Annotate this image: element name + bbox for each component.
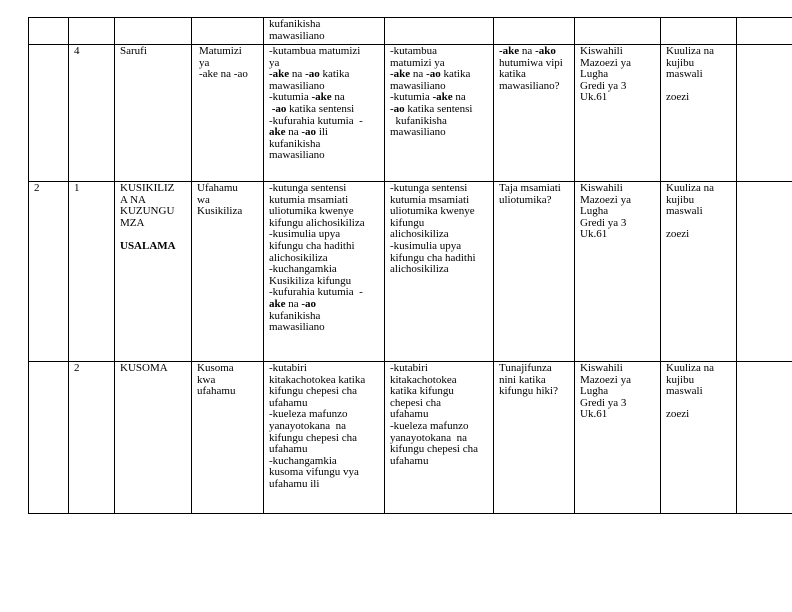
resources-cell xyxy=(575,362,661,514)
bold-term: -ake xyxy=(499,45,520,57)
cell-line: -ake na -ao xyxy=(199,68,248,81)
text-segment: -kutumia xyxy=(390,91,433,104)
text-segment: uliotumika? xyxy=(499,193,552,206)
outcomes-cell xyxy=(385,182,494,362)
text-segment: mawasiliano xyxy=(390,126,446,139)
remarks-cell xyxy=(737,18,792,45)
text-segment: kutumia msamiati xyxy=(390,193,470,206)
cell-line xyxy=(269,46,380,58)
subtopic-cell xyxy=(192,362,264,514)
text-segment: kufanikisha xyxy=(269,309,321,322)
bold-term: -ako xyxy=(535,45,556,57)
week-cell xyxy=(29,362,69,514)
text-segment: uliotumika kwenye xyxy=(390,205,475,218)
remarks-cell xyxy=(737,182,792,362)
key-question-cell xyxy=(494,18,575,45)
key-question-cell xyxy=(494,45,575,182)
text-segment: kutumia msamiati xyxy=(269,193,349,206)
assessment-cell xyxy=(661,45,737,182)
cell-line: Sarufi xyxy=(120,45,147,57)
scheme-of-work-table xyxy=(28,17,792,514)
text-segment: na xyxy=(331,91,345,104)
text-segment: ufahamu xyxy=(269,443,308,456)
cell-line xyxy=(269,150,380,162)
text-segment: na xyxy=(285,126,302,139)
text-segment: mawasiliano xyxy=(269,149,325,162)
text-segment: kifungu xyxy=(390,216,425,229)
cell-line: Kusoma xyxy=(197,362,234,374)
cell-line: kujibu xyxy=(666,373,695,386)
text-segment: mawasiliano xyxy=(269,29,325,42)
cell-line xyxy=(269,31,380,43)
text-segment: ya xyxy=(269,56,280,69)
topic-cell xyxy=(115,18,192,45)
text-segment: na xyxy=(285,297,302,310)
text-segment: kifungu hiki? xyxy=(499,385,558,398)
cell-line xyxy=(499,386,570,398)
bold-term: -ake xyxy=(269,68,290,81)
table-row xyxy=(29,182,792,362)
bold-term: -ao xyxy=(301,297,317,310)
cell-line: kujibu xyxy=(666,193,695,206)
text-segment: ufahamu xyxy=(390,454,429,467)
text-segment: ufahamu ili xyxy=(269,477,320,490)
period-cell xyxy=(69,18,115,45)
cell-line xyxy=(390,127,489,139)
cell-line: Lugha xyxy=(580,385,609,398)
text-segment: -kutambua matumizi xyxy=(269,45,361,57)
period-cell: 1 xyxy=(69,182,115,362)
activities-cell xyxy=(264,45,385,182)
week-cell xyxy=(29,18,69,45)
cell-line: maswali xyxy=(666,68,703,81)
assessment-cell xyxy=(661,18,737,45)
text-segment: -kutunga sentensi xyxy=(390,182,468,194)
text-segment: kifungu chepesi cha xyxy=(269,385,357,398)
text-segment: -kueleza mafunzo xyxy=(269,408,348,421)
text-segment: Kusikiliza kifungu xyxy=(269,274,352,287)
text-segment: -kuchangamkia xyxy=(269,454,337,467)
text-segment: katika sentensi xyxy=(404,102,473,115)
text-segment: na xyxy=(452,91,466,104)
text-segment: - xyxy=(356,114,363,127)
text-segment: mawasiliano? xyxy=(499,79,560,92)
text-segment: uliotumika kwenye xyxy=(269,205,354,218)
text-segment: yanayotokana na xyxy=(269,419,346,432)
text-segment: kufanikisha xyxy=(269,137,321,150)
cell-line: Ufahamu xyxy=(197,182,238,194)
bold-term: -ao xyxy=(301,126,317,139)
cell-line: Uk.61 xyxy=(580,228,608,241)
bold-term: ake xyxy=(269,126,286,139)
cell-line: Kiswahili xyxy=(580,45,623,57)
cell-line: Uk.61 xyxy=(580,91,608,104)
key-question-cell xyxy=(494,182,575,362)
cell-line xyxy=(390,264,489,276)
text-segment: ufahamu xyxy=(269,396,308,409)
text-segment: katika xyxy=(440,68,471,81)
bold-term: -ao xyxy=(426,68,441,81)
key-question-cell xyxy=(494,362,575,514)
cell-line: ya xyxy=(199,56,210,69)
text-segment: mawasiliano xyxy=(269,79,325,92)
cell-line: USALAMA xyxy=(120,239,176,252)
text-segment: -kutambua xyxy=(390,45,438,57)
cell-line: Lugha xyxy=(580,68,609,81)
text-segment: - xyxy=(356,286,363,299)
text-segment: nini katika xyxy=(499,373,546,386)
cell-line: maswali xyxy=(666,205,703,218)
text-segment: mawasiliano xyxy=(269,321,325,334)
text-segment: na xyxy=(519,45,536,57)
cell-line: kujibu xyxy=(666,56,695,69)
cell-line: KUSOMA xyxy=(120,362,168,374)
text-segment: hutumiwa vipi xyxy=(499,56,563,69)
cell-line: Kuuliza na xyxy=(666,182,714,194)
cell-line: Lugha xyxy=(580,205,609,218)
cell-line: zoezi xyxy=(666,91,690,104)
bold-term: -ao xyxy=(390,102,405,115)
cell-line: zoezi xyxy=(666,408,690,421)
text-segment: ili xyxy=(316,126,328,139)
outcomes-cell xyxy=(385,45,494,182)
topic-cell xyxy=(115,362,192,514)
cell-line: Kiswahili xyxy=(580,182,623,194)
text-segment: kifungu cha hadithi xyxy=(390,251,476,264)
cell-line: Mazoezi ya xyxy=(580,193,631,206)
text-segment: alichosikiliza xyxy=(390,228,449,241)
text-segment: alichosikiliza xyxy=(390,263,449,276)
cell-line xyxy=(390,456,489,468)
bold-term: -ake xyxy=(432,91,453,104)
topic-cell xyxy=(115,45,192,182)
cell-line xyxy=(269,322,380,334)
text-segment: kitakachotokea xyxy=(390,373,457,386)
cell-line: Kuuliza na xyxy=(666,45,714,57)
text-segment: -kutunga sentensi xyxy=(269,182,347,194)
cell-line: Kusikiliza xyxy=(197,205,243,218)
cell-line xyxy=(499,81,570,93)
resources-cell xyxy=(575,45,661,182)
cell-line: maswali xyxy=(666,385,703,398)
outcomes-cell xyxy=(385,362,494,514)
activities-cell xyxy=(264,362,385,514)
text-segment: -kutumia xyxy=(269,91,312,104)
text-segment: Taja msamiati xyxy=(499,182,561,194)
text-segment: kusoma vifungu vya xyxy=(269,466,359,479)
remarks-cell xyxy=(737,45,792,182)
outcomes-cell xyxy=(385,18,494,45)
text-segment: katika xyxy=(499,68,526,81)
subtopic-cell xyxy=(192,45,264,182)
cell-line: Matumizi xyxy=(199,45,242,57)
text-segment: katika kifungu xyxy=(390,385,454,398)
table-row xyxy=(29,18,792,45)
remarks-cell xyxy=(737,362,792,514)
assessment-cell xyxy=(661,182,737,362)
cell-line: KUZUNGU xyxy=(120,205,175,218)
cell-line: Uk.61 xyxy=(580,408,608,421)
text-segment: Tunajifunza xyxy=(499,362,552,374)
period-cell: 4 xyxy=(69,45,115,182)
text-segment: katika xyxy=(319,68,350,81)
cell-line: wa xyxy=(197,193,210,206)
resources-cell xyxy=(575,182,661,362)
subtopic-cell xyxy=(192,182,264,362)
text-segment: chepesi cha xyxy=(390,396,441,409)
text-segment: -kusimulia upya xyxy=(269,228,341,241)
text-segment: -kutabiri xyxy=(269,362,307,374)
bold-term: -ao xyxy=(305,68,320,81)
text-segment: -kusimulia upya xyxy=(390,239,462,252)
week-cell xyxy=(29,45,69,182)
text-segment: -kufurahia kutumia xyxy=(269,114,357,127)
cell-line: kwa xyxy=(197,373,216,386)
activities-cell xyxy=(264,18,385,45)
text-segment: kitakachotokea katika xyxy=(269,373,366,386)
cell-line: Gredi ya 3 xyxy=(580,79,627,92)
text-segment: kifungu cha hadithi xyxy=(269,239,355,252)
text-segment: -kufurahia kutumia xyxy=(269,286,357,299)
text-segment: kifungu chepesi cha xyxy=(269,431,357,444)
cell-line: Kiswahili xyxy=(580,362,623,374)
cell-line: zoezi xyxy=(666,228,690,241)
text-segment: ufahamu xyxy=(390,408,429,421)
cell-line: Gredi ya 3 xyxy=(580,396,627,409)
cell-line: Gredi ya 3 xyxy=(580,216,627,229)
text-segment: kifungu chepesi cha xyxy=(390,443,478,456)
activities-cell xyxy=(264,182,385,362)
text-segment: -kueleza mafunzo xyxy=(390,419,469,432)
cell-line: ufahamu xyxy=(197,385,236,398)
text-segment: matumizi ya xyxy=(390,56,445,69)
text-segment: na xyxy=(410,68,427,81)
cell-line: Mazoezi ya xyxy=(580,56,631,69)
text-segment: -kutabiri xyxy=(390,362,428,374)
text-segment: mawasiliano xyxy=(390,79,446,92)
cell-line: Mazoezi ya xyxy=(580,373,631,386)
table-row xyxy=(29,45,792,182)
bold-term: -ake xyxy=(311,91,332,104)
bold-term: -ao xyxy=(269,102,287,115)
bold-term: -ake xyxy=(390,68,411,81)
text-segment: kifungu alichosikiliza xyxy=(269,216,365,229)
text-segment: -kuchangamkia xyxy=(269,263,337,276)
text-segment: yanayotokana na xyxy=(390,431,467,444)
text-segment: na xyxy=(289,68,306,81)
cell-line: MZA xyxy=(120,216,145,229)
cell-line: A NA xyxy=(120,193,146,206)
bold-term: ake xyxy=(269,297,286,310)
text-segment: katika sentensi xyxy=(286,102,355,115)
text-segment: kufanikisha xyxy=(390,114,447,127)
subtopic-cell xyxy=(192,18,264,45)
cell-line xyxy=(499,195,570,207)
period-cell: 2 xyxy=(69,362,115,514)
topic-cell xyxy=(115,182,192,362)
text-segment: alichosikiliza xyxy=(269,251,328,264)
assessment-cell xyxy=(661,362,737,514)
table-row xyxy=(29,362,792,514)
resources-cell xyxy=(575,18,661,45)
cell-line: KUSIKILIZ xyxy=(120,182,175,194)
text-segment: kufanikisha xyxy=(269,18,321,30)
cell-line: Kuuliza na xyxy=(666,362,714,374)
cell-line xyxy=(269,479,380,491)
week-cell: 2 xyxy=(29,182,69,362)
